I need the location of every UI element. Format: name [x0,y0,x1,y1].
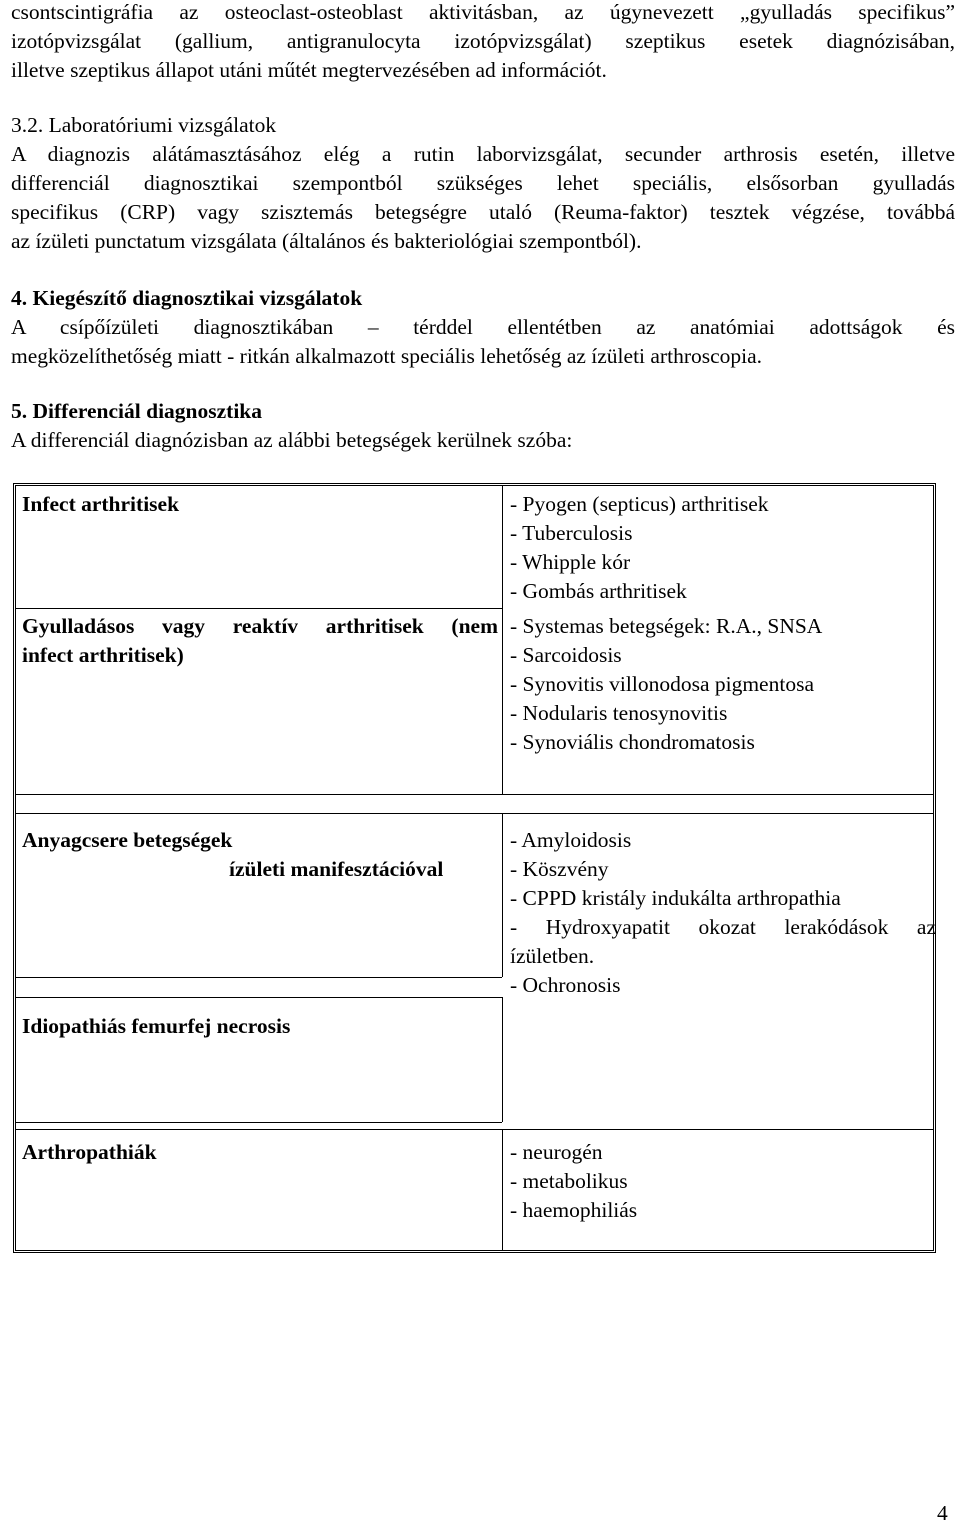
row-divider [16,608,502,609]
row-divider [502,813,933,814]
list-item: - CPPD kristály indukálta arthropathia [510,886,841,910]
row-divider [16,1122,502,1123]
list-item: - Ochronosis [510,973,621,997]
column-divider [502,813,503,977]
list-item: - Synoviális chondromatosis [510,730,755,754]
list-item: - Nodularis tenosynovitis [510,701,728,725]
list-item: - metabolikus [510,1169,628,1193]
section-heading-supplementary: 4. Kiegészítő diagnosztikai vizsgálatok [11,286,363,310]
category-inflammatory-line-1: Gyulladásos vagy reaktív arthritisek (nem [22,614,498,638]
arthropathies-item-list [510,1138,637,1225]
row-divider [502,1129,933,1130]
row-divider [16,997,502,998]
list-item: - Gombás arthritisek [510,579,687,603]
column-divider [502,997,503,1122]
list-item: - Whipple kór [510,550,631,574]
column-divider [502,486,503,794]
row-divider [16,813,502,814]
list-item: - haemophiliás [510,1198,638,1222]
metabolic-item-list [510,826,936,1000]
row-divider [16,977,502,978]
row-divider [16,794,502,795]
intro-line-1: csontscintigráfia az osteoclast-osteoblast aktivitásban, az úgynevezett „gyulladás specifikus” [11,0,955,24]
category-metabolic [22,826,498,884]
intro-paragraph [11,0,955,85]
section-laboratory [11,111,955,256]
list-item: - Köszvény [510,857,609,881]
list-item: - Sarcoidosis [510,643,622,667]
supplementary-line-1: A csípőízületi diagnosztikában – térddel ellentétben az anatómiai adottságok és [11,315,955,339]
inflammatory-item-list [510,612,822,757]
differential-diagnosis-table [13,483,936,1253]
list-item: - Systemas betegségek: R.A., SNSA [510,614,823,638]
list-item: ízületben. [510,944,595,968]
section-heading-laboratory: 3.2. Laboratóriumi vizsgálatok [11,113,277,137]
list-item: - Amyloidosis [510,828,632,852]
list-item: - Pyogen (septicus) arthritisek [510,492,769,516]
section-heading-differential: 5. Differenciál diagnosztika [11,399,263,423]
category-infect: Infect arthritisek [22,492,180,516]
page-number: 4 [937,1501,948,1525]
section-supplementary-diagnostics [11,284,955,371]
category-inflammatory-line-2: infect arthritisek) [22,643,184,667]
laboratory-line-4: az ízületi punctatum vizsgálata (általános és bakteriológiai szempontból). [11,229,642,253]
laboratory-line-3: specifikus (CRP) vagy szisztemás betegségre utaló (Reuma-faktor) tesztek végzése, továbbá [11,200,955,224]
row-divider [502,794,933,795]
row-divider [16,1129,502,1130]
column-divider [502,1129,503,1250]
supplementary-line-2: megközelíthetőség miatt - ritkán alkalmazott speciális lehetőség az ízületi arthroscopia. [11,344,763,368]
category-inflammatory [22,612,498,670]
differential-intro: A differenciál diagnózisban az alábbi betegségek kerülnek szóba: [11,428,573,452]
category-arthropathies: Arthropathiák [22,1140,157,1164]
laboratory-line-1: A diagnozis alátámasztásához elég a rutin laborvizsgálat, secunder arthrosis esetén, illetve [11,142,955,166]
section-differential-diagnosis [11,397,955,455]
intro-line-3: illetve szeptikus állapot utáni műtét megtervezésében ad információt. [11,58,607,82]
laboratory-line-2: differenciál diagnosztikai szempontból szükséges lehet speciális, elsősorban gyulladás [11,171,955,195]
category-metabolic-line-2: ízületi manifesztációval [229,857,444,881]
category-idiopathic: Idiopathiás femurfej necrosis [22,1014,291,1038]
intro-line-2: izotópvizsgálat (gallium, antigranulocyta izotópvizsgálat) szeptikus esetek diagnózisában, [11,29,955,53]
list-item: - Hydroxyapatit okozat lerakódások az [510,915,936,939]
list-item: - Synovitis villonodosa pigmentosa [510,672,814,696]
category-metabolic-line-1: Anyagcsere betegségek [22,828,233,852]
list-item: - neurogén [510,1140,603,1164]
list-item: - Tuberculosis [510,521,633,545]
infect-item-list [510,490,769,606]
